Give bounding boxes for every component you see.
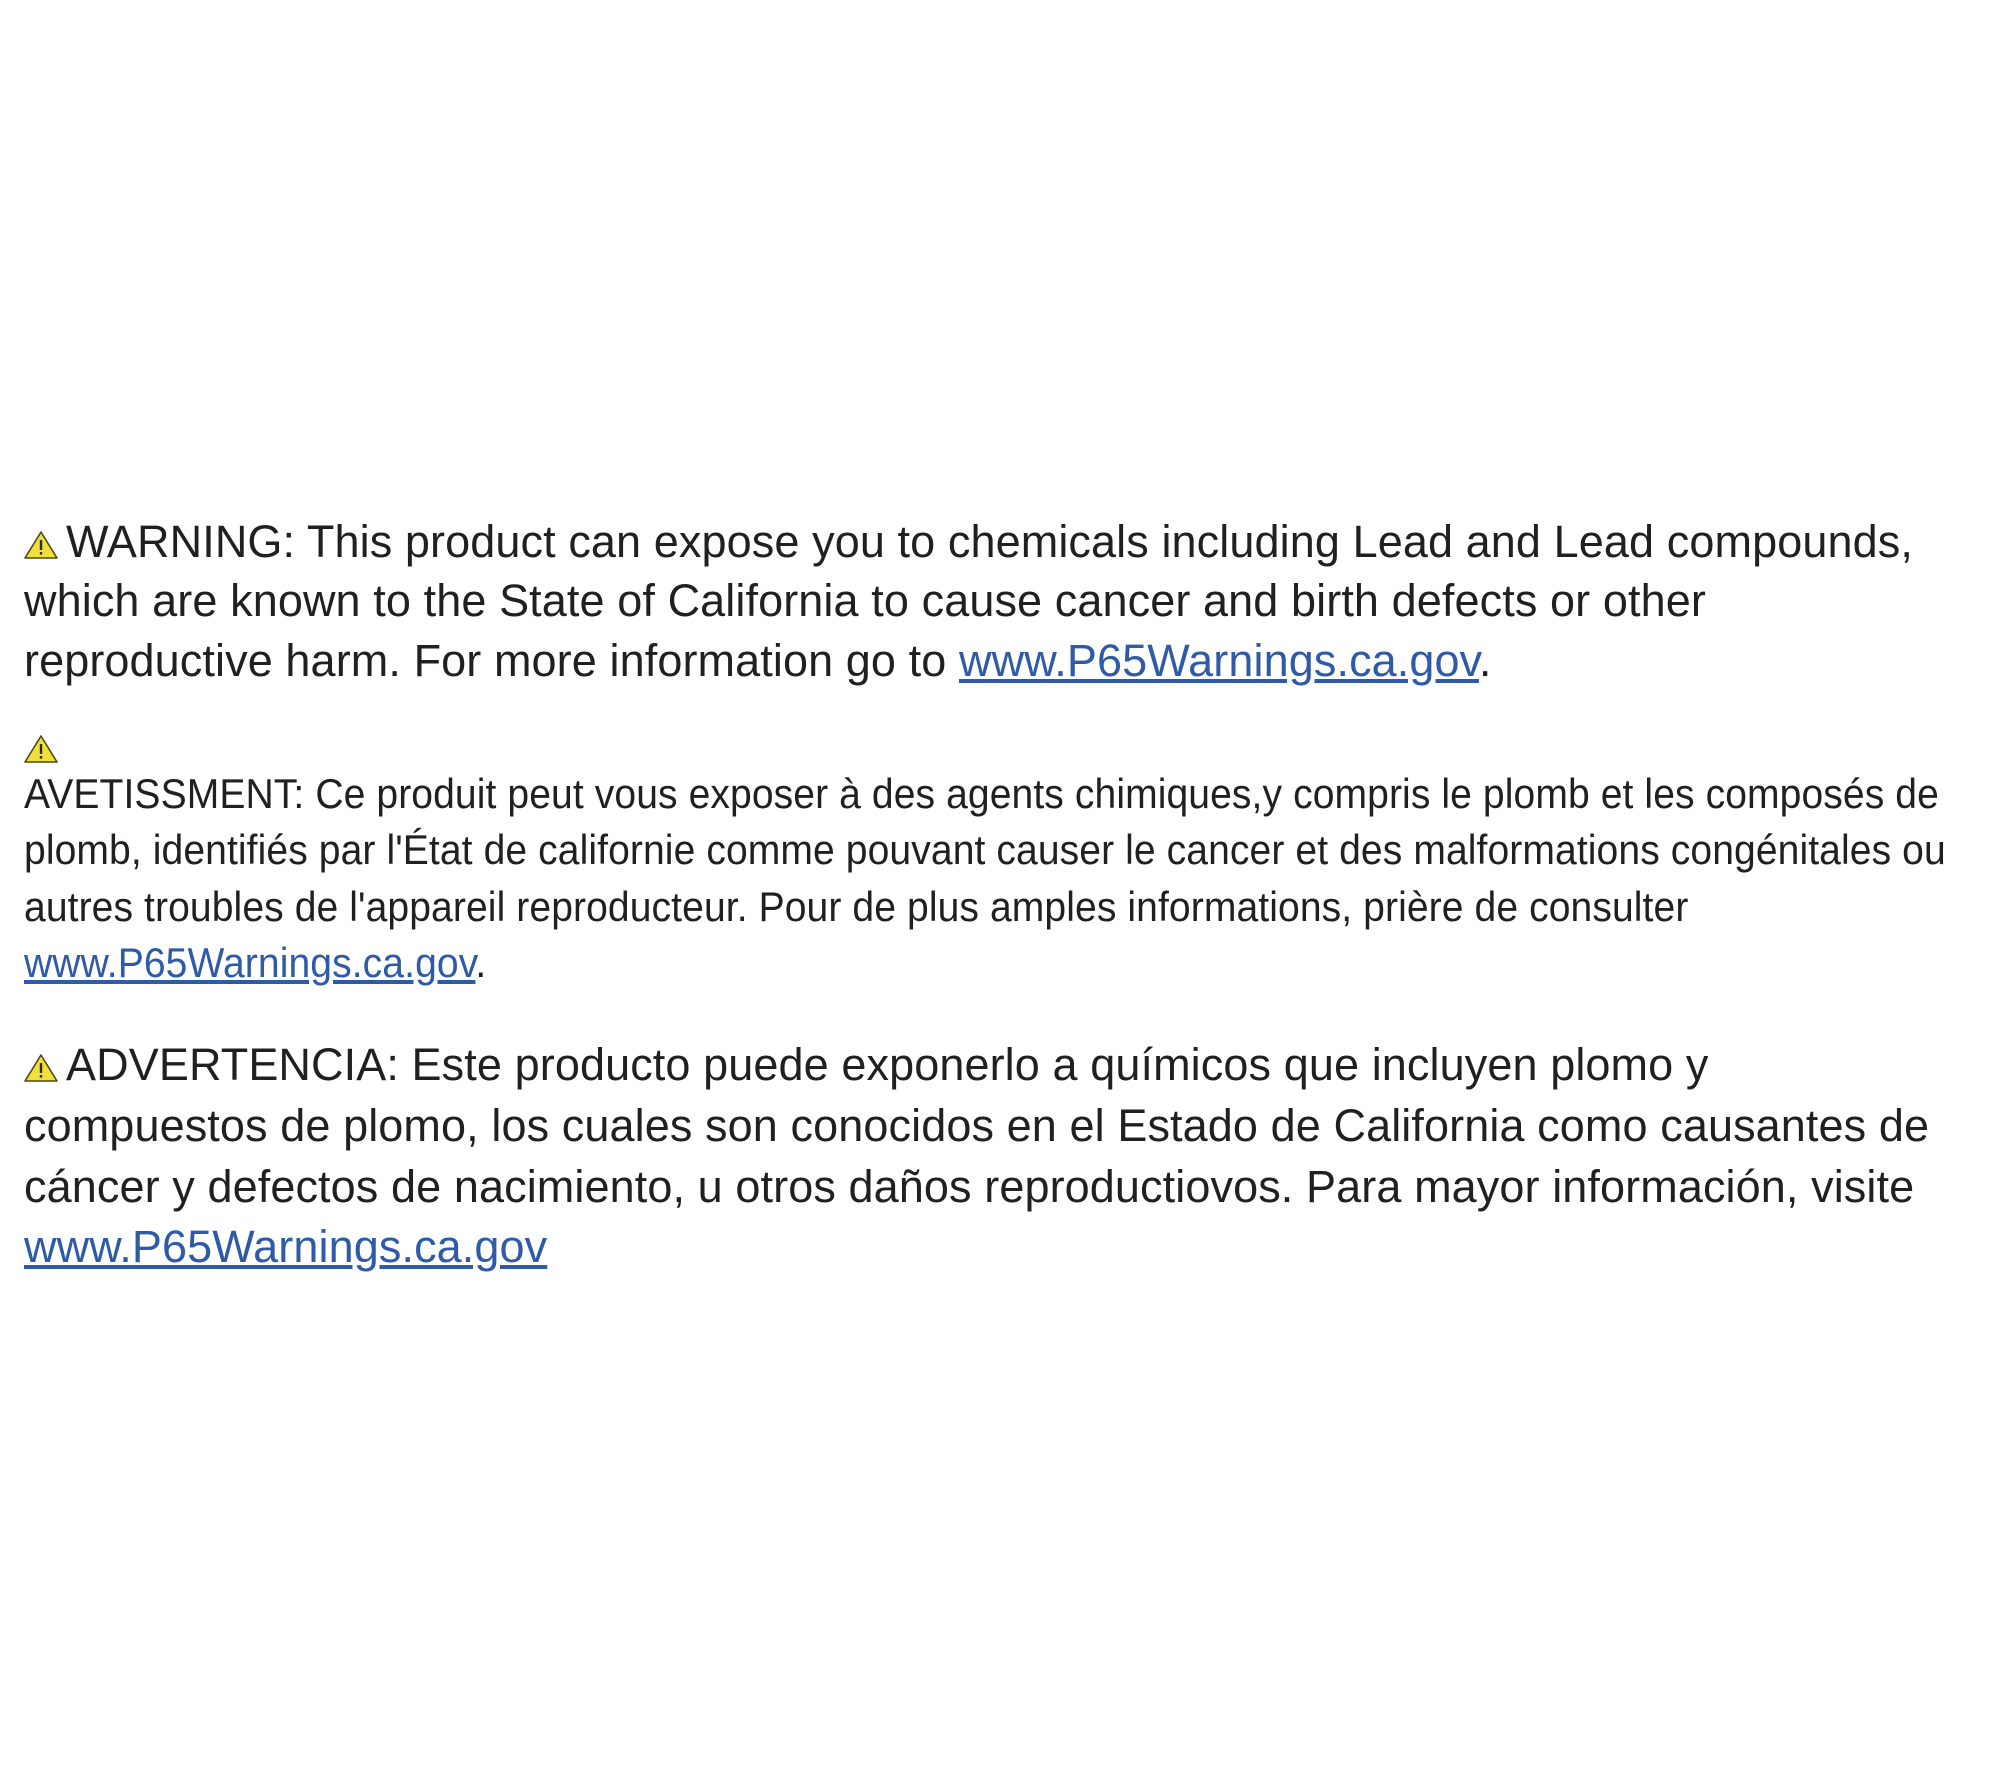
warning-body-french: Ce produit peut vous exposer à des agents chimiques,y compris le plomb et les composés de plomb, identifiés par l'État de californie comme pouvant causer le cancer et des malformations congénitales ou autres troubles de l'appareil reproducteur. Pour de plus amples informations, prière de consulter xyxy=(24,770,1946,930)
p65-warnings-link-english[interactable]: www.P65Warnings.ca.gov xyxy=(959,634,1479,686)
warning-heading-french: AVETISSMENT: xyxy=(24,770,305,818)
warning-body-french-tail: . xyxy=(475,938,487,986)
warning-triangle-icon xyxy=(24,530,58,560)
warning-text-english xyxy=(24,516,1913,686)
warning-list xyxy=(24,512,1964,1278)
warning-triangle-icon xyxy=(24,1053,58,1083)
warning-body-english-tail: . xyxy=(1478,634,1492,686)
p65-warnings-link-french[interactable]: www.P65Warnings.ca.gov xyxy=(24,938,476,986)
warning-body-spanish: Este producto puede exponerlo a químicos que incluyen plomo y compuestos de plomo, los cuales son conocidos en el Estado de California como causantes de cáncer y defectos de nacimiento, u otros daños reproductiovos. Para mayor información, visite xyxy=(24,1039,1930,1212)
warning-block-english xyxy=(24,512,1964,690)
warning-block-spanish xyxy=(24,1035,1964,1278)
warning-heading-english: WARNING: xyxy=(66,516,296,567)
warning-triangle-icon xyxy=(24,734,58,764)
warning-text-french xyxy=(24,766,1954,991)
warning-body-english: This product can expose you to chemicals including Lead and Lead compounds, which are known to the State of California to cause cancer and birth defects or other reproductive harm. For more information go to xyxy=(24,516,1913,686)
warning-heading-spanish: ADVERTENCIA: xyxy=(66,1039,399,1091)
p65-warnings-link-spanish[interactable]: www.P65Warnings.ca.gov xyxy=(24,1221,548,1273)
warning-text-spanish xyxy=(24,1039,1929,1272)
warning-block-french xyxy=(24,734,1964,991)
